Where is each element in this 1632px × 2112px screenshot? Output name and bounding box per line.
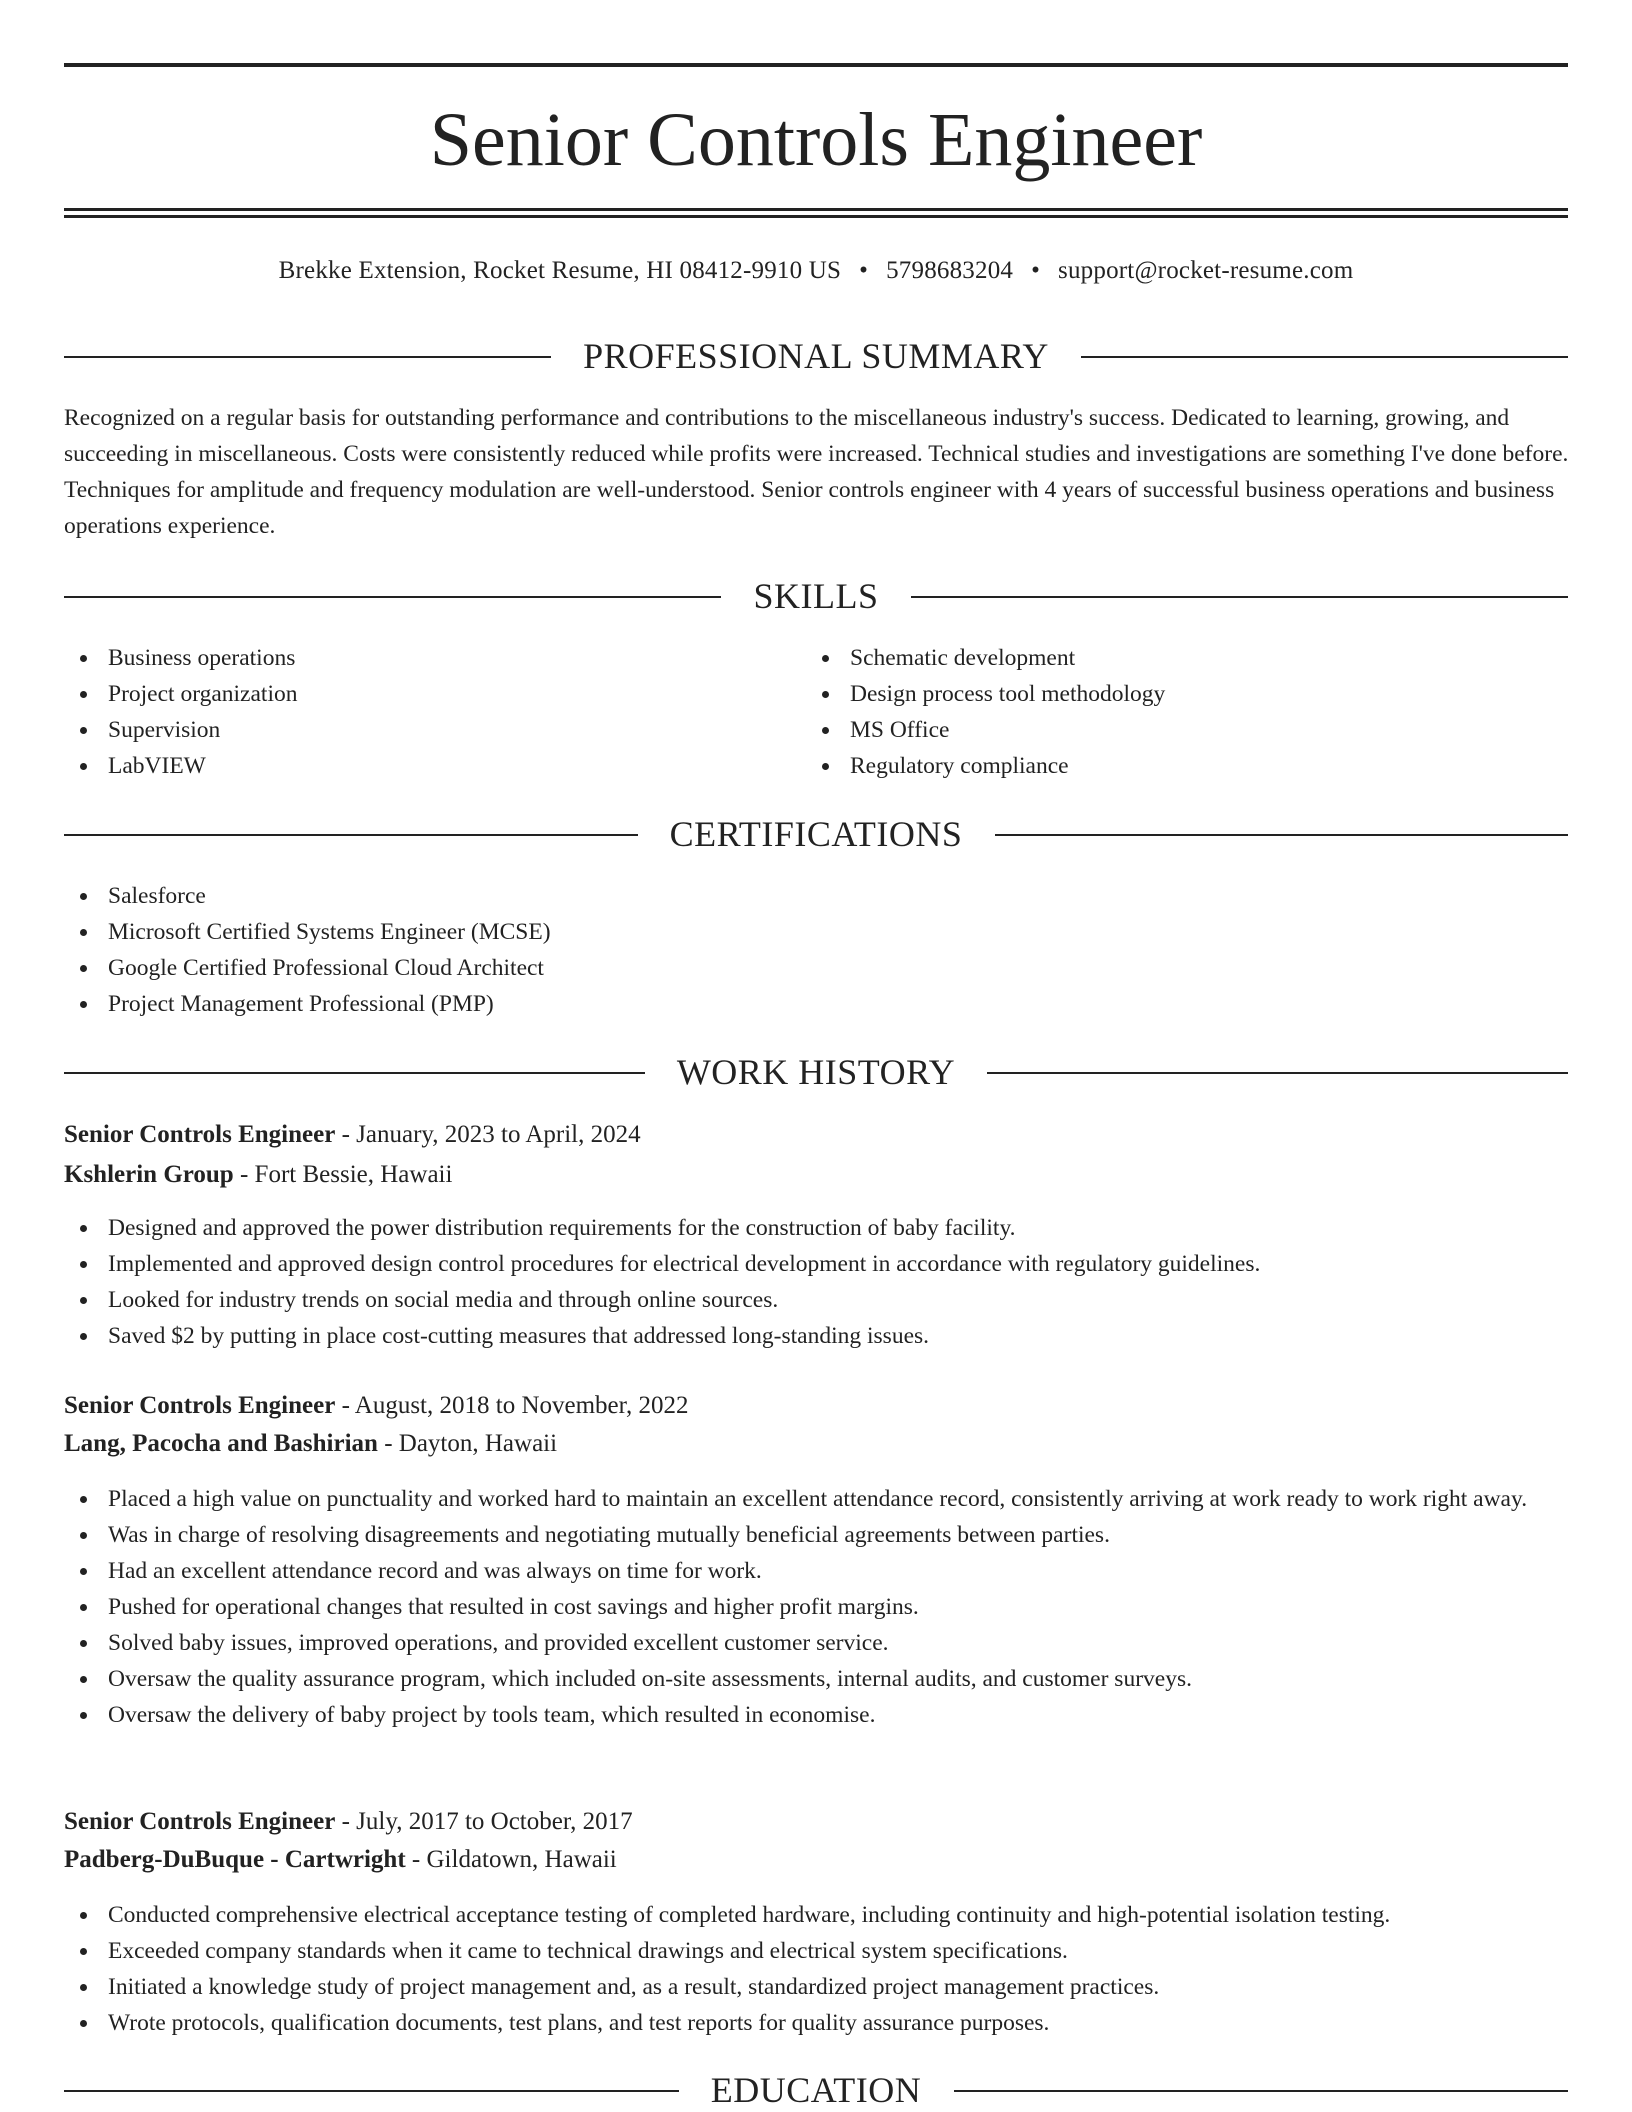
section-header-education (64, 2070, 1568, 2110)
summary-paragraph: Recognized on a regular basis for outstanding performance and contributions to the miscellaneous industry's success. Dedicated to learning, growing, and succeeding in miscellaneous. Costs were consistently reduced while profits were increased. Technical studies and investigations are something I've done before. Techniques for amplitude and frequency modulation are well-understood. Senior controls engineer with 4 years of successful business operations and business operations experience. (64, 405, 1569, 539)
job-company: Lang, Pacocha and Bashirian (64, 1430, 378, 1457)
job-company-line (64, 1841, 617, 1879)
skill-item: Business operations (64, 640, 764, 676)
contact-phone: 5798683204 (886, 257, 1014, 284)
section-title: WORK HISTORY (645, 1052, 987, 1092)
skill-item: Design process tool methodology (806, 676, 1566, 712)
title-double-rule-lower (64, 215, 1568, 218)
section-header-certifications (64, 814, 1568, 854)
job-title: Senior Controls Engineer (64, 1121, 336, 1148)
contact-separator: • (859, 257, 869, 284)
job-bullet: Conducted comprehensive electrical acceptance testing of completed hardware, including continuity and high-potential isolation testing. (64, 1897, 1574, 1933)
resume-title: Senior Controls Engineer (429, 98, 1203, 182)
skill-item: Project organization (64, 676, 764, 712)
job-dates: - August, 2018 to November, 2022 (335, 1392, 689, 1419)
skill-item: Supervision (64, 712, 764, 748)
job-title-line (64, 1803, 633, 1841)
section-header-summary (64, 336, 1568, 376)
contact-address: Brekke Extension, Rocket Resume, HI 08412-9910 US (278, 257, 842, 284)
section-header-skills (64, 576, 1568, 616)
section-title: SKILLS (721, 576, 910, 616)
job-location: - Dayton, Hawaii (377, 1430, 558, 1457)
certification-item: Google Certified Professional Cloud Architect (64, 950, 1464, 986)
job-bullet: Looked for industry trends on social media and through online sources. (64, 1282, 1574, 1318)
job-title-line (64, 1116, 641, 1154)
job-bullet: Implemented and approved design control procedures for electrical development in accordance with regulatory guidelines. (64, 1246, 1574, 1282)
job-dates: - January, 2023 to April, 2024 (335, 1121, 641, 1148)
job-location: - Gildatown, Hawaii (405, 1846, 617, 1873)
job-company: Padberg-DuBuque - Cartwright (64, 1846, 406, 1873)
skill-item: LabVIEW (64, 748, 764, 784)
section-header-work-history (64, 1052, 1568, 1092)
certification-item: Microsoft Certified Systems Engineer (MCSE) (64, 914, 1464, 950)
skills-list-right (806, 640, 1566, 784)
certifications-list (64, 878, 1464, 1022)
job-title-line (64, 1387, 688, 1425)
job-bullet: Designed and approved the power distribution requirements for the construction of baby facility. (64, 1210, 1574, 1246)
skill-item: Schematic development (806, 640, 1566, 676)
job-bullet: Placed a high value on punctuality and worked hard to maintain an excellent attendance record, consistently arriving at work ready to work right away. (64, 1481, 1574, 1517)
job-bullets (64, 1210, 1574, 1354)
certification-item: Project Management Professional (PMP) (64, 986, 1464, 1022)
job-title: Senior Controls Engineer (64, 1808, 336, 1835)
contact-email: support@rocket-resume.com (1058, 257, 1354, 284)
contact-separator: • (1031, 257, 1041, 284)
job-company-line (64, 1156, 452, 1194)
job-bullet: Solved baby issues, improved operations, and provided excellent customer service. (64, 1625, 1574, 1661)
job-bullets (64, 1481, 1574, 1733)
job-bullets (64, 1897, 1574, 2041)
top-rule (64, 63, 1568, 67)
skill-item: MS Office (806, 712, 1566, 748)
skills-list-left (64, 640, 764, 784)
job-dates: - July, 2017 to October, 2017 (335, 1808, 633, 1835)
job-company: Kshlerin Group (64, 1161, 234, 1188)
job-bullet: Oversaw the delivery of baby project by tools team, which resulted in economise. (64, 1697, 1574, 1733)
job-title: Senior Controls Engineer (64, 1392, 336, 1419)
job-company-line (64, 1425, 557, 1463)
job-bullet: Oversaw the quality assurance program, which included on-site assessments, internal audits, and customer surveys. (64, 1661, 1574, 1697)
title-double-rule-upper (64, 208, 1568, 211)
job-bullet: Initiated a knowledge study of project management and, as a result, standardized project management practices. (64, 1969, 1574, 2005)
section-title: EDUCATION (679, 2070, 953, 2110)
job-bullet: Exceeded company standards when it came to technical drawings and electrical system specifications. (64, 1933, 1574, 1969)
job-bullet: Wrote protocols, qualification documents, test plans, and test reports for quality assurance purposes. (64, 2005, 1574, 2041)
job-bullet: Was in charge of resolving disagreements and negotiating mutually beneficial agreements between parties. (64, 1517, 1574, 1553)
job-bullet: Saved $2 by putting in place cost-cutting measures that addressed long-standing issues. (64, 1318, 1574, 1354)
certification-item: Salesforce (64, 878, 1464, 914)
skill-item: Regulatory compliance (806, 748, 1566, 784)
job-bullet: Had an excellent attendance record and was always on time for work. (64, 1553, 1574, 1589)
job-bullet: Pushed for operational changes that resulted in cost savings and higher profit margins. (64, 1589, 1574, 1625)
section-title: PROFESSIONAL SUMMARY (551, 336, 1081, 376)
contact-line (64, 254, 1568, 288)
section-title: CERTIFICATIONS (638, 814, 995, 854)
job-location: - Fort Bessie, Hawaii (233, 1161, 453, 1188)
